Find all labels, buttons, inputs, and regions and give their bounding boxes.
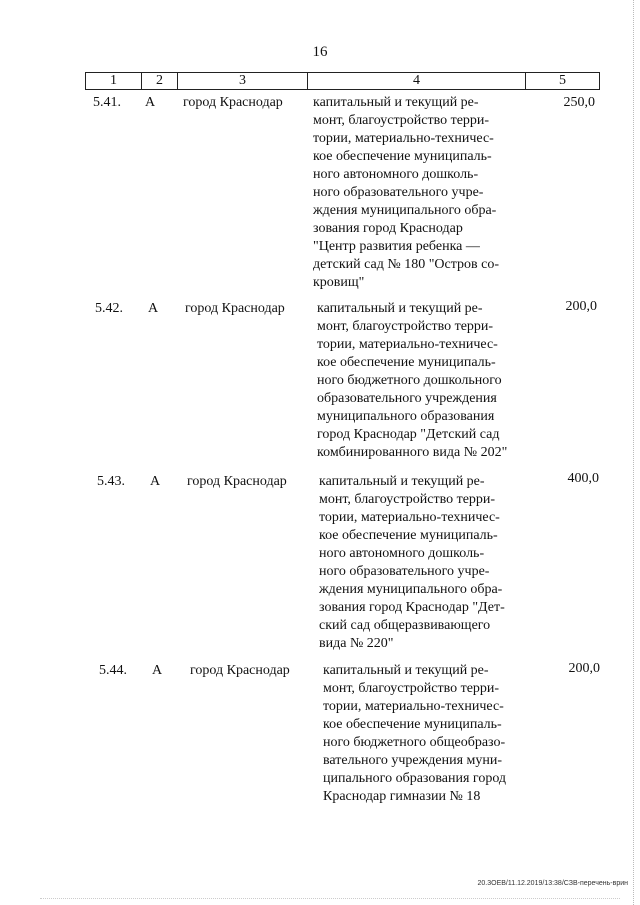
row-description: капитальный и текущий ре- монт, благоустройство терри- тории, материально-техничес- кое обеспечение муниципаль- ного автономного дошколь- ного образовательного учре- ждения муниципального обра- зования город Краснодар "Дет- ский сад общеразвивающего вида № 220"	[319, 474, 505, 651]
header-col-1: 1	[86, 73, 142, 89]
row-number: 5.42.	[95, 301, 123, 316]
header-col-3: 3	[178, 73, 308, 89]
row-category: А	[150, 474, 161, 489]
row-amount: 400,0	[567, 471, 599, 486]
bottom-margin-rule	[40, 898, 620, 899]
header-col-2: 2	[142, 73, 178, 89]
row-category: А	[148, 301, 159, 316]
right-margin-rule	[633, 0, 634, 905]
row-amount: 250,0	[563, 95, 595, 110]
table-header	[85, 72, 600, 90]
row-number: 5.41.	[93, 95, 121, 110]
page-number: 16	[312, 44, 328, 60]
row-number: 5.44.	[99, 663, 127, 678]
row-description: капитальный и текущий ре- монт, благоустройство терри- тории, материально-техничес- кое обеспечение муниципаль- ного бюджетного общеобразо- вательного учреждения муни- ципального образования город Краснодар гимназии № 18	[323, 663, 507, 804]
row-description: капитальный и текущий ре- монт, благоустройство терри- тории, материально-техничес- кое обеспечение муниципаль- ного автономного дошколь- ного образовательного учре- ждения муниципального обра- зования город Краснодар "Центр развития ребенка — детский сад № 180 "Остров со- кровищ"	[313, 95, 500, 290]
header-col-5: 5	[559, 73, 566, 88]
row-city: город Краснодар	[185, 301, 285, 316]
row-number: 5.43.	[97, 474, 125, 489]
row-amount: 200,0	[565, 299, 597, 314]
footer-document-id: 20.3OEB/11.12.2019/13:38/СЗВ-перечень-врин	[477, 880, 628, 887]
row-city: город Краснодар	[183, 95, 283, 110]
row-category: А	[145, 95, 156, 110]
row-category: А	[152, 663, 163, 678]
row-city: город Краснодар	[187, 474, 287, 489]
row-amount: 200,0	[568, 661, 600, 676]
row-city: город Краснодар	[190, 663, 290, 678]
header-col-4: 4	[308, 73, 526, 89]
row-description: капитальный и текущий ре- монт, благоустройство терри- тории, материально-техничес- кое обеспечение муниципаль- ного бюджетного дошкольного образовательного учреждения муниципального образования город Краснодар "Детский сад комбинированного вида № 202"	[317, 301, 508, 460]
